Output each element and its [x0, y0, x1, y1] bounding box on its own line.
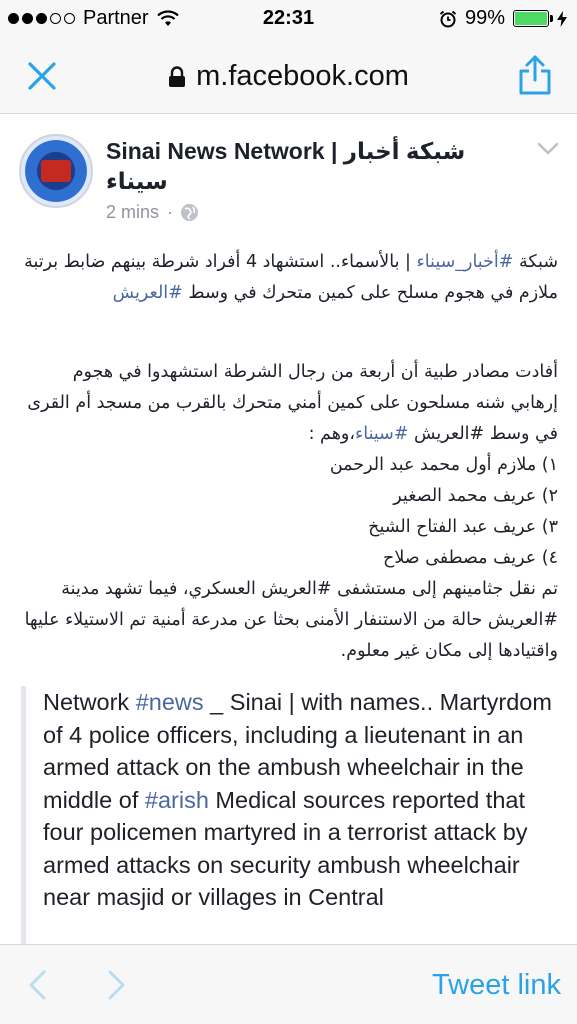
post-meta [106, 202, 198, 223]
page-name-line1: Sinai News Network | شبكة أخبار [106, 138, 466, 164]
meta-separator: · [167, 202, 174, 222]
english-text: Medical sources reported that four policemen martyred in a terrorist attack by armed attacks on security ambush wheelchair near masjid or villages in Central [43, 786, 528, 910]
chevron-down-icon[interactable] [537, 142, 559, 156]
english-text: Network [43, 689, 136, 715]
page-avatar[interactable] [19, 134, 93, 208]
carrier-label: Partner [83, 7, 149, 29]
casualty-list [20, 450, 558, 574]
hashtag-link[interactable]: #سيناء [355, 424, 409, 444]
url-text: m.facebook.com [196, 60, 409, 92]
avatar-logo [41, 160, 71, 182]
url-field[interactable] [0, 60, 577, 93]
chevron-left-icon[interactable] [26, 969, 48, 1001]
translation-quote [21, 686, 577, 944]
battery-percent: 99% [464, 7, 505, 29]
list-item: ٤) عريف مصطفى صلاح [383, 548, 558, 568]
browser-bar [0, 38, 577, 114]
facebook-post [0, 114, 577, 944]
arabic-text: | بالأسماء.. استشهاد 4 أفراد شرطة بينهم ضابط برتبة ملازم في هجوم مسلح على كمين متحرك في وسط [24, 252, 558, 303]
hashtag-link[interactable]: #أخبار_سيناء [416, 252, 514, 272]
status-time: 22:31 [262, 7, 315, 29]
hashtag-link[interactable]: #العريش [112, 283, 183, 303]
lock-icon [168, 66, 186, 88]
list-item: ١) ملازم أول محمد عبد الرحمن [329, 455, 558, 475]
battery-icon [513, 10, 549, 27]
list-item: ٢) عريف محمد الصغير [393, 486, 558, 506]
tweet-link-button[interactable]: Tweet link [432, 969, 561, 1001]
arabic-body [20, 357, 558, 667]
arabic-text: أفادت مصادر طبية أن أربعة من رجال الشرطة استشهدوا في هجوم إرهابي شنه مسلحون على كمين أمني متحرك بالقرب من مسجد أم القرى في وسط #العريش [27, 362, 558, 444]
globe-icon [181, 204, 198, 221]
status-bar [0, 0, 577, 38]
status-right [439, 7, 567, 30]
english-text: _ Sinai | with names.. Martyrdom of 4 police officers, including a lieutenant in an armed attack on the ambush wheelchair in the middle of [43, 689, 552, 813]
english-translation [26, 686, 566, 914]
arabic-text: ،وهم : [308, 424, 356, 444]
arabic-headline [20, 247, 558, 309]
page-name-line2: سيناء [106, 168, 168, 194]
page-name[interactable] [106, 136, 506, 196]
list-item: ٣) عريف عبد الفتاح الشيخ [368, 517, 558, 537]
arabic-text: شبكة [513, 252, 558, 272]
arabic-text: تم نقل جثامينهم إلى مستشفى #العريش العسكري، فيما تشهد مدينة #العريش حالة من الاستنفار الأمنى بحثا عن مدرعة أمنية تم الاستيلاء عليها واقتيادها إلى مكان غير معلوم. [24, 579, 558, 661]
charging-icon [557, 11, 567, 27]
alarm-icon [439, 10, 457, 28]
bottom-toolbar [0, 944, 577, 1024]
hashtag-link[interactable]: #news [135, 689, 204, 715]
share-icon[interactable] [517, 54, 553, 96]
chevron-right-icon[interactable] [106, 969, 128, 1001]
hashtag-link[interactable]: #arish [144, 786, 209, 813]
post-time[interactable]: 2 mins [106, 202, 160, 222]
